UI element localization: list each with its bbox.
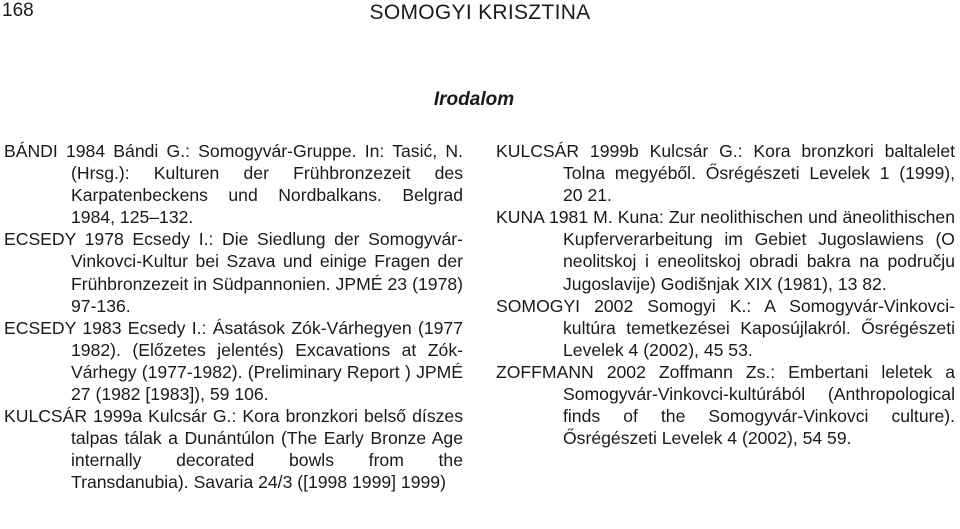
reference-entry: ZOFFMANN 2002 Zoffmann Zs.: Embertani leletek a Somogyvár-Vinkovci-kultúrából (Anthropological finds of the Somogyvár-Vinkovci culture). Ősrégészeti Levelek 4 (2002), 54 59.	[496, 361, 955, 449]
reference-entry: SOMOGYI 2002 Somogyi K.: A Somogyvár-Vinkovcikultúra temetkezései Kaposújlakról. Ősrégészeti Levelek 4 (2002), 45 53.	[496, 295, 955, 360]
section-heading: Irodalom	[433, 89, 515, 110]
page-number: 168	[2, 0, 34, 21]
reference-entry: KULCSÁR 1999b Kulcsár G.: Kora bronzkori baltalelet Tolna megyéből. Ősrégészeti Levelek 1 (1999), 20 21.	[496, 141, 955, 206]
reference-entry: KUNA 1981 M. Kuna: Zur neolithischen und äneolithischen Kupferverarbeitung im Gebiet Jugoslawiens (O neolitskoj i eneolitskoj obradi bakra na području Jugoslavije) Godišnjak XIX (1981), 13 82.	[496, 207, 955, 294]
reference-entry: BÁNDI 1984 Bándi G.: Somogyvár-Gruppe. In: Tasić, N. (Hrsg.): Kulturen der Frühbronzezeit des Karpatenbeckens und Nordbalkans. Belgrad 1984, 125–132.	[4, 141, 463, 228]
running-title: SOMOGYI KRISZTINA	[369, 1, 591, 24]
references-left-column	[4, 140, 463, 494]
reference-entry: ECSEDY 1978 Ecsedy I.: Die Siedlung der Somogyvár-Vinkovci-Kultur bei Szava und einige Fragen der Frühbronzezeit in Südpannonien. JPMÉ 23 (1978) 97-136.	[4, 229, 463, 316]
reference-entry: ECSEDY 1983 Ecsedy I.: Ásatások Zók-Várhegyen (1977 1982). (Előzetes jelentés) Excavations at Zók-Várhegy (1977-1982). (Preliminary Report ) JPMÉ 27 (1982 [1983]), 59 106.	[4, 317, 463, 405]
reference-entry: KULCSÁR 1999a Kulcsár G.: Kora bronzkori belső díszes talpas tálak a Dunántúlon (The Early Bronze Age internally decorated bowls from the Transdanubia). Savaria 24/3 ([1998 1999] 1999)	[4, 406, 463, 493]
references-right-column	[496, 140, 955, 449]
